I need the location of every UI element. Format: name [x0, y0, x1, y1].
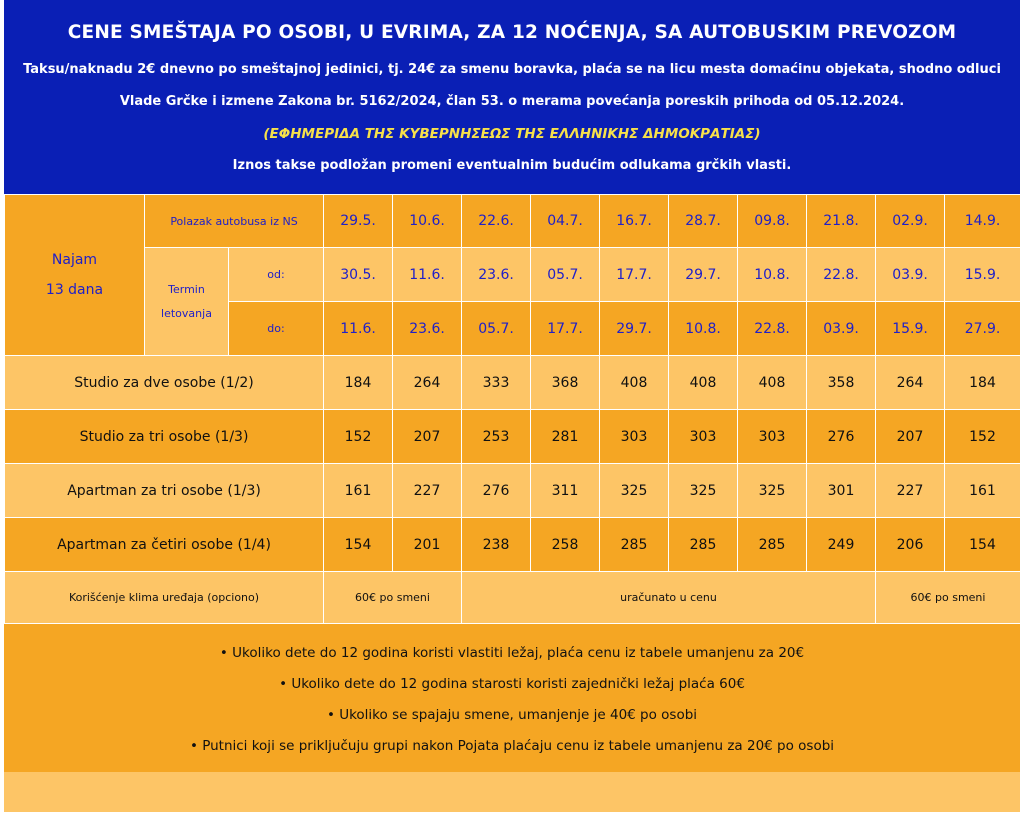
- departure-date: 14.9.: [945, 195, 1021, 248]
- price-cell: 303: [738, 410, 807, 464]
- from-date: 22.8.: [807, 248, 876, 302]
- departure-row: [5, 195, 1021, 248]
- greek-gazette-note: (ΕΦΗΜΕΡΙΔΑ ΤΗΣ ΚΥΒΕΡΝΗΣΕΩΣ ΤΗΣ ΕΛΛΗΝΙΚΗΣ ΔΗΜΟΚΡΑΤΙΑΣ): [263, 126, 761, 142]
- rental-duration: 13 dana: [45, 282, 104, 298]
- price-cell: 184: [324, 356, 393, 410]
- to-date: 03.9.: [807, 302, 876, 356]
- price-cell: 285: [669, 518, 738, 572]
- from-date: 03.9.: [876, 248, 945, 302]
- departure-date: 29.5.: [324, 195, 393, 248]
- departure-date: 02.9.: [876, 195, 945, 248]
- price-list: [4, 0, 1020, 812]
- ac-row: [5, 572, 1021, 624]
- price-cell: 227: [876, 464, 945, 518]
- price-cell: 249: [807, 518, 876, 572]
- departure-date: 22.6.: [462, 195, 531, 248]
- price-cell: 408: [738, 356, 807, 410]
- price-cell: 368: [531, 356, 600, 410]
- price-cell: 325: [738, 464, 807, 518]
- price-cell: 152: [945, 410, 1021, 464]
- price-cell: 408: [600, 356, 669, 410]
- to-date: 05.7.: [462, 302, 531, 356]
- term-label-2: letovanja: [161, 306, 212, 320]
- price-cell: 408: [669, 356, 738, 410]
- term-label: Termin: [168, 282, 205, 296]
- price-cell: 276: [462, 464, 531, 518]
- from-date: 30.5.: [324, 248, 393, 302]
- price-cell: 303: [600, 410, 669, 464]
- price-cell: 152: [324, 410, 393, 464]
- room-type-label: Studio za dve osobe (1/2): [5, 356, 324, 410]
- page-title: CENE SMEŠTAJA PO OSOBI, U EVRIMA, ZA 12 NOĆENJA, SA AUTOBUSKIM PREVOZOM: [67, 22, 957, 43]
- ac-included: uračunato u cenu: [462, 572, 876, 624]
- ac-label: Korišćenje klima uređaja (opciono): [5, 572, 324, 624]
- price-row: [5, 464, 1021, 518]
- note-item: • Ukoliko dete do 12 godina koristi vlastiti ležaj, plaća cenu iz tabele umanjenu za 20€: [219, 645, 805, 661]
- price-cell: 285: [738, 518, 807, 572]
- price-cell: 303: [669, 410, 738, 464]
- price-cell: 264: [393, 356, 462, 410]
- price-cell: 154: [324, 518, 393, 572]
- price-cell: 161: [945, 464, 1021, 518]
- to-date: 23.6.: [393, 302, 462, 356]
- price-table: [4, 194, 1021, 624]
- price-row: [5, 356, 1021, 410]
- departure-date: 21.8.: [807, 195, 876, 248]
- price-cell: 258: [531, 518, 600, 572]
- tax-note-line-3: Iznos takse podložan promeni eventualnim budućim odlukama grčkih vlasti.: [232, 158, 792, 173]
- to-date: 22.8.: [738, 302, 807, 356]
- notes-section: [4, 624, 1020, 772]
- from-label: od:: [229, 248, 324, 302]
- price-cell: 253: [462, 410, 531, 464]
- departure-date: 16.7.: [600, 195, 669, 248]
- price-cell: 333: [462, 356, 531, 410]
- note-item: • Putnici koji se priključuju grupi nakon Pojata plaćaju cenu iz tabele umanjenu za 20€ po osobi: [189, 738, 835, 754]
- note-item: • Ukoliko se spajaju smene, umanjenje je 40€ po osobi: [326, 707, 698, 723]
- to-date: 10.8.: [669, 302, 738, 356]
- price-row: [5, 518, 1021, 572]
- to-date: 27.9.: [945, 302, 1021, 356]
- price-cell: 207: [876, 410, 945, 464]
- price-cell: 238: [462, 518, 531, 572]
- from-date: 23.6.: [462, 248, 531, 302]
- from-date: 17.7.: [600, 248, 669, 302]
- price-cell: 161: [324, 464, 393, 518]
- room-type-label: Apartman za četiri osobe (1/4): [5, 518, 324, 572]
- from-row: [5, 248, 1021, 302]
- header-banner: [4, 0, 1020, 194]
- to-date: 29.7.: [600, 302, 669, 356]
- ac-price-late: 60€ po smeni: [876, 572, 1021, 624]
- note-item: • Ukoliko dete do 12 godina starosti koristi zajednički ležaj plaća 60€: [279, 676, 745, 692]
- price-cell: 154: [945, 518, 1021, 572]
- from-date: 15.9.: [945, 248, 1021, 302]
- price-cell: 311: [531, 464, 600, 518]
- departure-date: 28.7.: [669, 195, 738, 248]
- price-cell: 325: [669, 464, 738, 518]
- price-cell: 207: [393, 410, 462, 464]
- departure-label: Polazak autobusa iz NS: [145, 195, 324, 248]
- departure-date: 04.7.: [531, 195, 600, 248]
- price-cell: 184: [945, 356, 1021, 410]
- departure-date: 10.6.: [393, 195, 462, 248]
- ac-price-early: 60€ po smeni: [324, 572, 462, 624]
- room-type-label: Studio za tri osobe (1/3): [5, 410, 324, 464]
- price-cell: 358: [807, 356, 876, 410]
- tax-note-line-2: Vlade Grčke i izmene Zakona br. 5162/2024, član 53. o merama povećanja poreskih prihoda od 05.12.2024.: [119, 94, 905, 109]
- footer-bar: [4, 772, 1020, 812]
- price-cell: 281: [531, 410, 600, 464]
- to-label: do:: [229, 302, 324, 356]
- price-cell: 285: [600, 518, 669, 572]
- room-type-label: Apartman za tri osobe (1/3): [5, 464, 324, 518]
- rental-label: Najam: [51, 252, 98, 268]
- to-date: 17.7.: [531, 302, 600, 356]
- rental-cell: [5, 195, 145, 356]
- from-date: 10.8.: [738, 248, 807, 302]
- price-cell: 276: [807, 410, 876, 464]
- departure-date: 09.8.: [738, 195, 807, 248]
- to-date: 15.9.: [876, 302, 945, 356]
- price-cell: 206: [876, 518, 945, 572]
- from-date: 05.7.: [531, 248, 600, 302]
- term-cell: [145, 248, 229, 356]
- price-cell: 264: [876, 356, 945, 410]
- price-cell: 325: [600, 464, 669, 518]
- to-date: 11.6.: [324, 302, 393, 356]
- price-cell: 301: [807, 464, 876, 518]
- from-date: 29.7.: [669, 248, 738, 302]
- price-cell: 227: [393, 464, 462, 518]
- tax-note-line-1: Taksu/naknadu 2€ dnevno po smeštajnoj jedinici, tj. 24€ za smenu boravka, plaća se na licu mesta domaćinu objekata, shodno odluci: [23, 62, 1001, 77]
- price-row: [5, 410, 1021, 464]
- from-date: 11.6.: [393, 248, 462, 302]
- price-cell: 201: [393, 518, 462, 572]
